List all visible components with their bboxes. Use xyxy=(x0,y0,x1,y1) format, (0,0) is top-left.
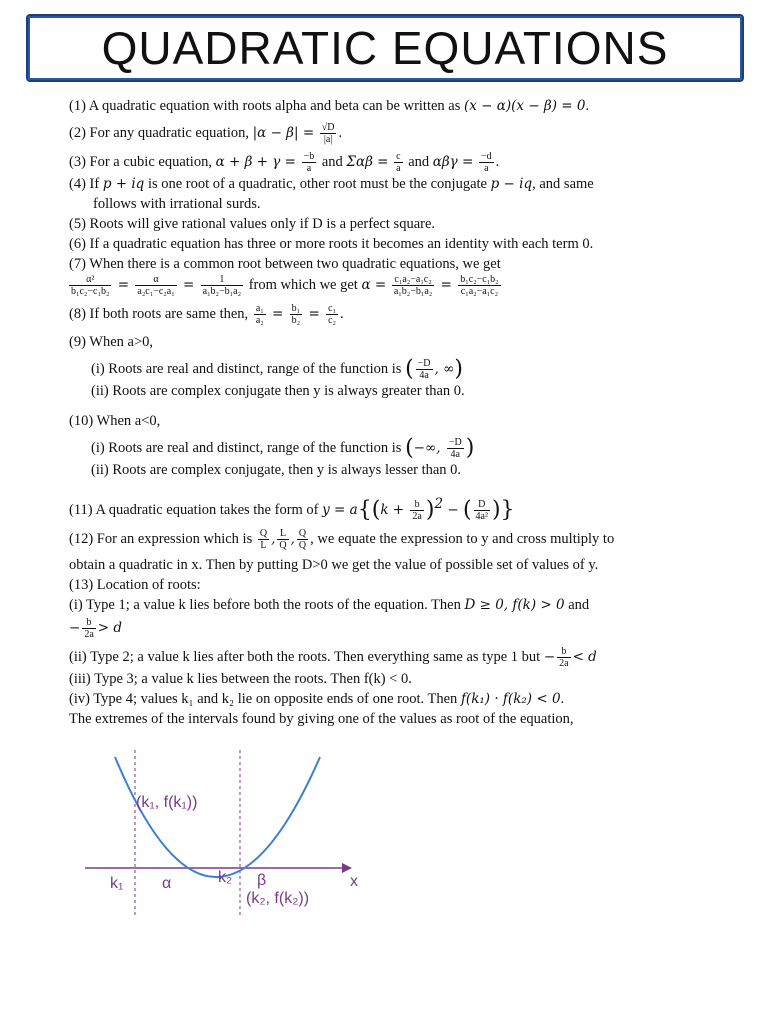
item-1-math: (x − α)(x − β) = 0 xyxy=(464,98,586,114)
item-4-text-a: (4) If xyxy=(69,176,103,192)
frac-num: c xyxy=(396,151,401,162)
item-3: (3) For a cubic equation, α + β + γ = $\frac{-b}{a}$ and Σαβ = $\frac{c}{a}$ and αβγ = $\frac{-d}{a}$ . xyxy=(69,151,500,174)
item-1: (1) A quadratic equation with roots alpha and beta can be written as (x − α)(x − β) = 0. xyxy=(69,98,590,114)
frac-den: a₁b₂−b₁a₂ xyxy=(393,286,433,297)
item-12-fraction-3: $\frac{Q}{Q}$ xyxy=(298,528,307,551)
type-1 xyxy=(69,595,719,615)
item-4 xyxy=(69,174,719,194)
item-3-math-3: αβγ = xyxy=(432,153,474,170)
item-2-math: |α − β| = xyxy=(252,124,315,141)
frac-den: 4a xyxy=(419,370,429,381)
item-9-fraction xyxy=(416,358,433,381)
frac-num: α² xyxy=(69,274,111,286)
item-4-text-c: , and same xyxy=(532,176,594,192)
extremes-note: The extremes of the intervals found by giving one of the values as root of the equation, xyxy=(69,711,574,727)
item-12-text-b: , we equate the expression to y and cross multiply to xyxy=(310,530,615,547)
frac-den: 2a xyxy=(559,658,569,669)
axis-label-k1: k₁ xyxy=(110,875,124,892)
type-4-text: (iv) Type 4; values k₁ and k₂ lie on opposite ends of one root. Then xyxy=(69,691,461,707)
point-label-k1: (k₁, f(k₁)) xyxy=(136,794,198,811)
item-10-ii: (ii) Roots are complex conjugate, then y is always lesser than 0. xyxy=(91,462,462,478)
frac-num: b₁c₂−c₁b₂ xyxy=(460,274,499,285)
frac-num: b xyxy=(557,646,570,658)
axis-label-beta: β xyxy=(257,872,267,889)
frac-num: √D xyxy=(321,122,335,133)
item-9-ii: (ii) Roots are complex conjugate then y is always greater than 0. xyxy=(91,383,465,399)
item-8-fraction-1 xyxy=(254,303,266,326)
item-11: (11) A quadratic equation takes the form of y = a{(k + $\frac{b}{2a}$ )$^2$ − ( $\frac{D}{\text{4a²}}$ )} xyxy=(69,496,515,523)
item-7-fraction-2 xyxy=(135,274,176,297)
item-2: (2) For any quadratic equation, |α − β| = $\frac{√D}{|a|}$ . xyxy=(69,122,343,145)
page-title: QUADRATIC EQUATIONS xyxy=(101,22,669,74)
item-10-i: (i) Roots are real and distinct, range of the function is (−∞, $\frac{-D}{4a}$ ) xyxy=(91,435,475,461)
frac-den: 4a² xyxy=(475,511,488,522)
item-8-text: (8) If both roots are same then, xyxy=(69,305,252,322)
item-3-fraction-3 xyxy=(479,151,494,174)
frac-num: b₁ xyxy=(291,303,301,314)
item-3-fraction-1 xyxy=(302,151,317,174)
item-4-cont: follows with irrational surds. xyxy=(93,196,261,212)
type-4-math: f(k₁) · f(k₂) < 0 xyxy=(460,691,561,707)
axis-label-k2: k₂ xyxy=(218,869,233,886)
item-3-math-2: Σαβ = xyxy=(346,153,389,170)
axis-label-alpha: α xyxy=(162,875,172,892)
item-7-formula: $\frac{\text{α²}}{\text{b₁c₂−c₁b₂}}$ = $\frac{\alpha}{\text{a₂c₁−c₂a₁}}$ = $\frac{1}{\text{a₁b₂−b₁a₂}}$ from which we get α = $\frac{\text{c₁a₂−a₁c₂}}{\text{a₁b₂−b₁a₂}}$ = $\frac{\text{b₁c₂−c₁b₂}}{\text{c₁a₂−a₁c₂}}$ xyxy=(71,274,499,297)
item-11-math: y = a xyxy=(322,501,358,518)
frac-den: c₂ xyxy=(328,315,336,326)
frac-num: D xyxy=(474,499,490,511)
item-7: (7) When there is a common root between two quadratic equations, we get xyxy=(69,256,501,272)
frac-den: a xyxy=(484,163,489,174)
item-9: (9) When a>0, xyxy=(69,334,154,350)
type-1-fraction xyxy=(82,617,95,640)
type-4: (iv) Type 4; values k₁ and k₂ lie on opposite ends of one root. Then f(k₁) · f(k₂) < 0. xyxy=(69,691,565,707)
item-2-text: (2) For any quadratic equation, xyxy=(69,124,253,141)
type-2-fraction xyxy=(557,646,570,669)
item-4-text-b: is one root of a quadratic, other root must be the conjugate xyxy=(144,176,491,192)
item-3-and-2: and xyxy=(404,153,433,170)
item-7-fraction-3 xyxy=(201,274,243,297)
type-1-and: and xyxy=(564,597,590,613)
item-11-text: (11) A quadratic equation takes the form of xyxy=(69,501,323,518)
type-2: (ii) Type 2; a value k lies after both the roots. Then everything same as type 1 but − $\frac{b}{2a}$ < d xyxy=(69,646,597,669)
item-10-i-text: (i) Roots are real and distinct, range of the function is xyxy=(91,439,406,456)
item-12: (12) For an expression which is $\frac{Q}{L}$ , $\frac{L}{Q}$ , $\frac{Q}{Q}$ , we equate the expression to y and cross multiply to xyxy=(69,528,615,551)
frac-num: a₁ xyxy=(255,303,264,314)
frac-den: 4a xyxy=(450,449,460,460)
frac-den: b₁c₂−c₁b₂ xyxy=(71,286,110,297)
item-3-and-1: and xyxy=(318,153,347,170)
x-axis-arrow-icon xyxy=(342,863,352,873)
item-9-i: (i) Roots are real and distinct, range of the function is ( $\frac{-D}{4a}$ , ∞) xyxy=(91,356,463,382)
frac-den: a₂ xyxy=(255,315,264,326)
frac-den: |a| xyxy=(323,134,333,145)
item-1-text: (1) A quadratic equation with roots alpha and beta can be written as xyxy=(69,98,464,114)
item-7-fraction-4 xyxy=(392,274,434,297)
item-12-fraction-2: $\frac{L}{Q}$ xyxy=(279,528,287,551)
frac-num: b xyxy=(410,499,423,511)
frac-den: b₂ xyxy=(291,315,301,326)
frac-num: c₁a₂−a₁c₂ xyxy=(392,274,434,286)
type-1-math: D ≥ 0, f(k) > 0 xyxy=(464,597,565,613)
item-7-text-b: from which we get xyxy=(245,276,362,293)
frac-num: α xyxy=(135,274,176,286)
item-12-fraction-1: $\frac{Q}{L}$ xyxy=(259,528,268,551)
item-3-text: (3) For a cubic equation, xyxy=(69,153,216,170)
frac-den: a xyxy=(306,163,312,174)
frac-num: −D xyxy=(448,437,462,448)
frac-den: a₁b₂−b₁a₂ xyxy=(202,286,242,297)
parabola-graph xyxy=(80,745,380,920)
item-12-cont: obtain a quadratic in x. Then by putting D>0 we get the value of possible set of values of y. xyxy=(69,557,599,573)
item-11-fraction-2 xyxy=(474,499,490,522)
frac-den: c₁a₂−a₁c₂ xyxy=(460,286,499,297)
item-8-fraction-2 xyxy=(290,303,303,326)
type-1-cont: − $\frac{b}{2a}$ > d xyxy=(69,617,123,640)
item-6: (6) If a quadratic equation has three or more roots it becomes an identity with each term 0. xyxy=(69,236,594,252)
item-13: (13) Location of roots: xyxy=(69,577,201,593)
item-4-math-1: p + iq xyxy=(102,176,145,192)
item-8-fraction-3 xyxy=(326,303,338,326)
item-2-fraction xyxy=(320,122,337,145)
item-10-fraction xyxy=(447,437,464,460)
type-1-text: (i) Type 1; a value k lies before both the roots of the equation. Then xyxy=(69,597,465,613)
item-10: (10) When a<0, xyxy=(69,413,161,429)
type-2-text: (ii) Type 2; a value k lies after both the roots. Then everything same as type 1 but xyxy=(69,648,544,665)
frac-num: b xyxy=(82,617,95,629)
frac-num: −d xyxy=(480,151,492,162)
frac-den: a xyxy=(396,163,401,174)
item-7-fraction-1 xyxy=(69,274,111,297)
item-7-fraction-5 xyxy=(458,274,500,297)
frac-den: a₂c₁−c₂a₁ xyxy=(137,286,175,297)
type-1-ineq: > d xyxy=(97,619,123,636)
frac-num: −D xyxy=(417,358,431,369)
type-2-ineq: < d xyxy=(572,648,597,665)
item-4-math-2: p − iq xyxy=(490,176,533,192)
item-11-fraction-1 xyxy=(410,499,423,522)
parabola-curve xyxy=(115,757,320,877)
type-3: (iii) Type 3; a value k lies between the roots. Then f(k) < 0. xyxy=(69,671,412,687)
frac-den: 2a xyxy=(84,629,94,640)
frac-num: −b xyxy=(303,151,315,162)
axis-label-x: x xyxy=(350,873,358,890)
point-label-k2: (k₂, f(k₂)) xyxy=(246,890,310,907)
item-7-math: α = xyxy=(361,276,387,293)
frac-den: 2a xyxy=(412,511,422,522)
item-8: (8) If both roots are same then, $\frac{\text{a₁}}{\text{a₂}}$ = $\frac{\text{b₁}}{\text{b₂}}$ = $\frac{\text{c₁}}{\text{c₂}}$ . xyxy=(69,303,344,326)
item-9-i-text: (i) Roots are real and distinct, range of the function is xyxy=(91,360,406,377)
title-box xyxy=(26,14,744,82)
frac-num: 1 xyxy=(201,274,243,286)
notes-body xyxy=(69,96,719,729)
item-3-math-1: α + β + γ = xyxy=(215,153,296,170)
item-5: (5) Roots will give rational values only if D is a perfect square. xyxy=(69,216,436,232)
item-12-text-a: (12) For an expression which is xyxy=(69,530,256,547)
frac-num: c₁ xyxy=(328,303,336,314)
item-3-fraction-2 xyxy=(394,151,402,174)
